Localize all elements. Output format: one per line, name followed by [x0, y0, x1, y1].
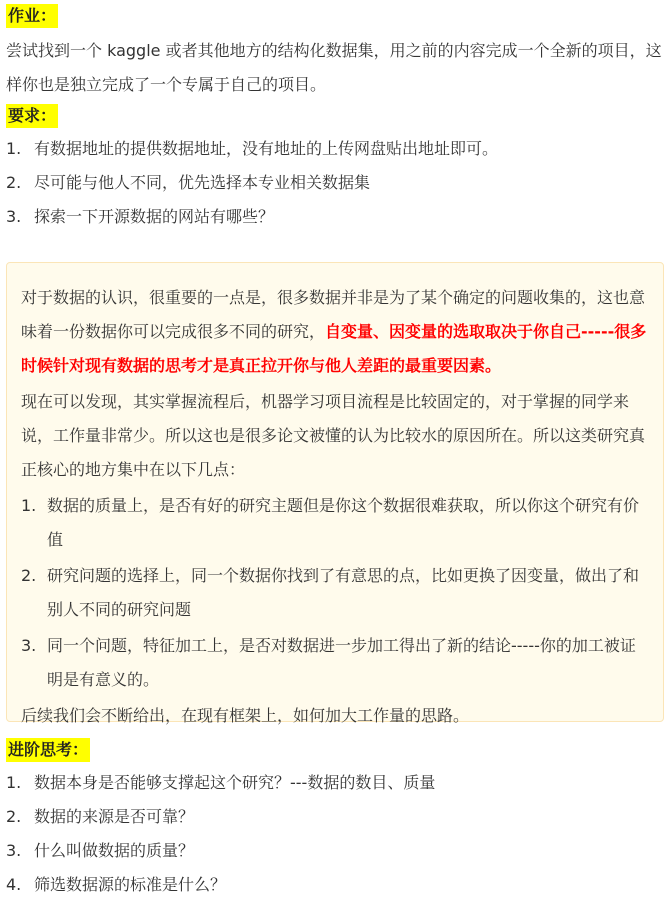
list-text: 数据的质量上，是否有好的研究主题但是你这个数据很难获取，所以你这个研究有价值 [47, 496, 640, 549]
list-item [6, 132, 666, 166]
list-item [21, 559, 649, 627]
advanced-section [6, 738, 666, 902]
list-item [6, 868, 666, 902]
list-number: 2. [6, 807, 22, 826]
list-item [6, 800, 666, 834]
list-text: 尽可能与他人不同，优先选择本专业相关数据集 [34, 173, 371, 192]
list-item [6, 766, 666, 800]
callout-emphasis: 自变量、因变量的选取取决于你自己-----很多时候针对现有数据的思考才是真正拉开你与他人差距的最重要因素。 [21, 322, 647, 375]
list-item [21, 629, 649, 697]
list-number: 3. [21, 636, 37, 655]
list-item [21, 489, 649, 557]
list-item [6, 166, 666, 200]
list-number: 2. [6, 173, 22, 192]
callout-outro: 后续我们会不断给出，在现有框架上，如何加大工作量的思路。 [21, 706, 470, 725]
homework-heading: 作业： [6, 4, 58, 28]
callout-intro-text: 对于数据的认识，很重要的一点是，很多数据并非是为了某个确定的问题收集的，这也意味着一份数据你可以完成很多不同的研究， [21, 288, 646, 341]
list-item [6, 834, 666, 868]
list-text: 筛选数据源的标准是什么？ [34, 875, 227, 894]
list-number: 3. [6, 207, 22, 226]
list-text: 探索一下开源数据的网站有哪些？ [34, 207, 275, 226]
requirements-list [6, 132, 666, 234]
list-number: 2. [21, 566, 37, 585]
list-text: 研究问题的选择上，同一个数据你找到了有意思的点，比如更换了因变量，做出了和别人不同的研究问题 [47, 566, 640, 619]
requirements-heading: 要求： [6, 104, 58, 128]
homework-text: 尝试找到一个 kaggle 或者其他地方的结构化数据集，用之前的内容完成一个全新的项目，这样你也是独立完成了一个专属于自己的项目。 [6, 41, 662, 94]
note-callout [6, 262, 664, 725]
callout-list [21, 489, 649, 697]
callout-paragraph: 现在可以发现，其实掌握流程后，机器学习项目流程是比较固定的，对于掌握的同学来说，工作量非常少。所以这也是很多论文被懂的认为比较水的原因所在。所以这类研究真正核心的地方集中在以下几点： [21, 392, 646, 479]
list-text: 同一个问题，特征加工上，是否对数据进一步加工得出了新的结论-----你的加工被证明是有意义的。 [47, 636, 636, 689]
list-number: 3. [6, 841, 22, 860]
list-item [6, 200, 666, 234]
advanced-heading: 进阶思考： [6, 738, 90, 762]
callout-intro [21, 281, 649, 383]
list-number: 1. [6, 139, 22, 158]
list-text: 什么叫做数据的质量？ [34, 841, 195, 860]
list-number: 1. [21, 496, 37, 515]
list-text: 数据的来源是否可靠？ [34, 807, 195, 826]
list-number: 4. [6, 875, 22, 894]
list-number: 1. [6, 773, 22, 792]
advanced-list [6, 766, 666, 902]
list-text: 有数据地址的提供数据地址，没有地址的上传网盘贴出地址即可。 [34, 139, 499, 158]
homework-section [6, 4, 666, 234]
list-text: 数据本身是否能够支撑起这个研究？---数据的数目、质量 [34, 773, 436, 792]
